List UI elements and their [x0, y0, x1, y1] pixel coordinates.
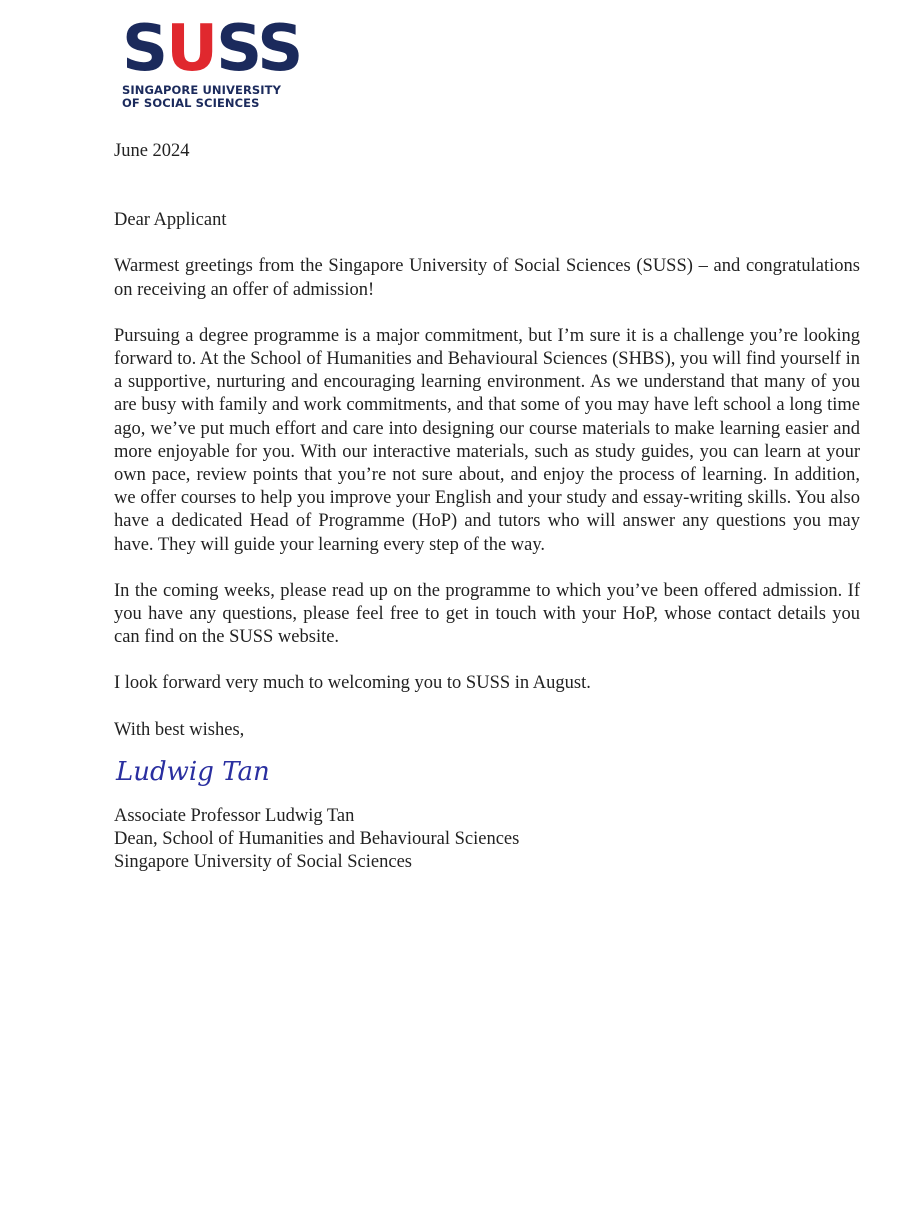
- signatory-institution: Singapore University of Social Sciences: [114, 852, 412, 873]
- logo-letter-u: U: [166, 12, 217, 86]
- signatory-block: [114, 805, 860, 875]
- closing: With best wishes,: [114, 719, 245, 740]
- salutation: Dear Applicant: [114, 210, 227, 231]
- logo-mark: [122, 12, 322, 86]
- paragraph-welcome: I look forward very much to welcoming you to SUSS in August.: [114, 673, 591, 694]
- paragraph-programme: Pursuing a degree programme is a major commitment, but I’m sure it is a challenge you’re looking forward to. At the School of Humanities and Behavioural Sciences (SHBS), you will find yourself in a supportive, nurturing and encouraging learning environment. As we understand that many of you are busy with family and work commitments, and that some of you may have left school a long time ago, we’ve put much effort and care into designing our course materials to make learning easier and more enjoyable for you. With our interactive materials, such as study guides, you can learn at your own pace, review points that you’re not sure about, and enjoy the process of learning. In addition, we offer courses to help you improve your English and your study and essay-writing skills. You also have a dedicated Head of Programme (HoP) and tutors who will answer any questions you may have. They will guide your learning every step of the way.: [114, 325, 860, 555]
- suss-logo: [122, 12, 322, 110]
- signatory-title: Dean, School of Humanities and Behavioural Sciences: [114, 829, 520, 850]
- logo-wordmark: [122, 84, 322, 110]
- logo-line-2: OF SOCIAL SCIENCES: [122, 96, 260, 110]
- paragraph-next-steps: In the coming weeks, please read up on the programme to which you’ve been offered admission. If you have any questions, please feel free to get in touch with your HoP, whose contact details you can find on the SUSS website.: [114, 580, 860, 648]
- handwritten-signature: Ludwig Tan: [116, 756, 270, 787]
- paragraph-greeting: Warmest greetings from the Singapore University of Social Sciences (SUSS) – and congratulations on receiving an offer of admission!: [114, 256, 860, 300]
- letter-body: [114, 140, 860, 874]
- logo-letters-ss: SS: [216, 12, 302, 86]
- signatory-name: Associate Professor Ludwig Tan: [114, 805, 355, 826]
- letter-date: June 2024: [114, 141, 190, 161]
- logo-letter-s: S: [122, 12, 167, 86]
- logo-line-1: SINGAPORE UNIVERSITY: [122, 83, 282, 97]
